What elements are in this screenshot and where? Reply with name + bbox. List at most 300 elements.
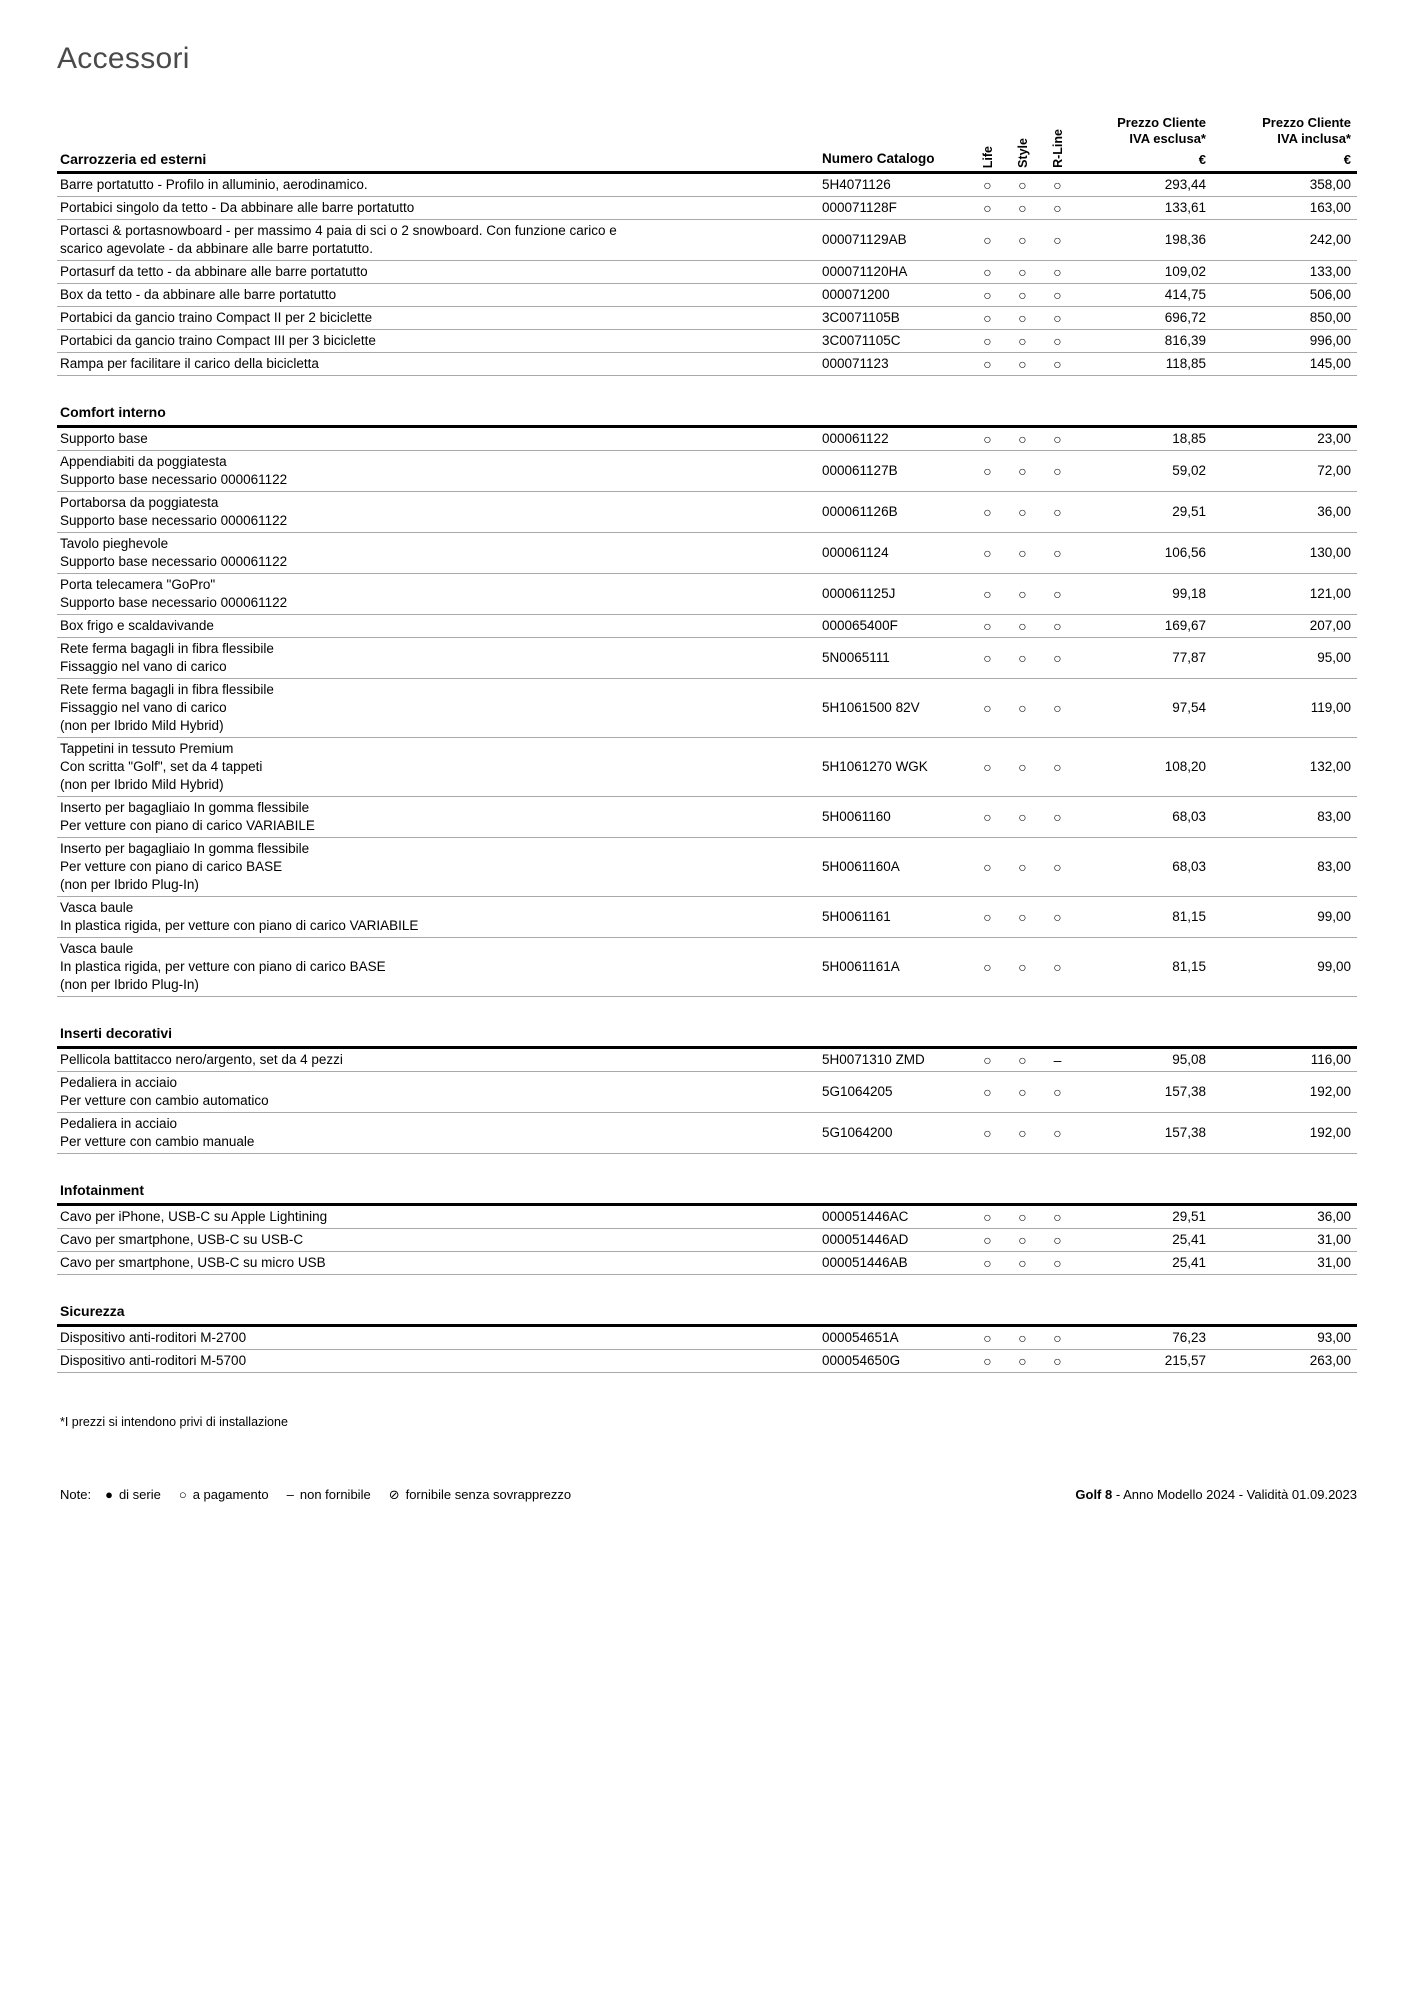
price-incl-vat: 850,00 [1309, 310, 1351, 325]
section-title-row [57, 1300, 1357, 1327]
price-excl-vat: 68,03 [1172, 809, 1206, 824]
description-line: Tavolo pieghevole [60, 536, 169, 551]
price-excl-vat: 81,15 [1172, 959, 1206, 974]
table-row [57, 797, 1357, 838]
availability-mark: ○ [1018, 618, 1027, 634]
item-description [57, 535, 822, 571]
price-incl-vat: 358,00 [1309, 177, 1351, 192]
price-header-line: Prezzo Cliente [1117, 115, 1206, 130]
catalog-number: 000071123 [822, 356, 889, 371]
legend-text: di serie [118, 1487, 161, 1502]
section-title-row [57, 1179, 1357, 1206]
availability-mark: ○ [1053, 1330, 1062, 1346]
item-description [57, 1254, 822, 1272]
catalog-number: 000071200 [822, 287, 890, 302]
description-line: Inserto per bagagliaio In gomma flessibile [60, 800, 310, 815]
price-excl-vat: 109,02 [1164, 264, 1206, 279]
price-excl-vat: 29,51 [1172, 1209, 1206, 1224]
trim-label: R-Line [1050, 129, 1065, 168]
table-section [57, 1300, 1357, 1373]
availability-mark: ○ [1018, 333, 1027, 349]
price-incl-vat: 132,00 [1309, 759, 1351, 774]
price-incl-vat: 192,00 [1309, 1125, 1351, 1140]
availability-mark: ○ [983, 759, 992, 775]
description-line: Rete ferma bagagli in fibra flessibile [60, 682, 274, 697]
availability-mark: ○ [983, 431, 992, 447]
price-excl-vat: 293,44 [1164, 177, 1206, 192]
legend-item [389, 1487, 571, 1502]
availability-mark: ○ [1053, 177, 1062, 193]
price-incl-vat: 83,00 [1317, 809, 1351, 824]
description-line: Portabici singolo da tetto - Da abbinare alle barre portatutto [60, 200, 415, 215]
availability-mark: ○ [1053, 431, 1062, 447]
table-section [57, 1022, 1357, 1154]
price-incl-vat: 996,00 [1309, 333, 1351, 348]
column-header-catalog: Numero Catalogo [822, 151, 935, 166]
availability-mark: ○ [1018, 545, 1027, 561]
catalog-number: 000071129AB [822, 232, 907, 247]
description-line: Supporto base necessario 000061122 [60, 513, 288, 528]
price-excl-vat: 77,87 [1172, 650, 1206, 665]
description-line: Fissaggio nel vano di carico [60, 700, 227, 715]
price-excl-vat: 76,23 [1172, 1330, 1206, 1345]
table-row [57, 533, 1357, 574]
availability-mark: ○ [1053, 959, 1062, 975]
price-incl-vat: 133,00 [1309, 264, 1351, 279]
legend-text: non fornibile [299, 1487, 371, 1502]
catalog-number: 000061122 [822, 431, 889, 446]
availability-mark: ○ [983, 545, 992, 561]
legend-label: Note: [60, 1487, 92, 1502]
availability-mark: ○ [1018, 232, 1027, 248]
description-line: Portabici da gancio traino Compact II per 2 biciclette [60, 310, 373, 325]
availability-mark: ○ [1018, 859, 1027, 875]
description-line: Porta telecamera "GoPro" [60, 577, 216, 592]
section-title: Comfort interno [60, 404, 166, 420]
availability-mark: ○ [1018, 759, 1027, 775]
price-incl-vat: 242,00 [1309, 232, 1351, 247]
item-description [57, 199, 822, 217]
table-row [57, 1327, 1357, 1350]
item-description [57, 494, 822, 530]
description-line: (non per Ibrido Plug-In) [60, 977, 199, 992]
price-incl-vat: 99,00 [1317, 959, 1351, 974]
catalog-number: 000071128F [822, 200, 897, 215]
section-title-row [57, 401, 1357, 428]
accessories-price-table [57, 114, 1357, 1373]
availability-mark: ○ [1053, 200, 1062, 216]
price-incl-vat: 263,00 [1309, 1353, 1351, 1368]
item-description [57, 799, 822, 835]
legend-item [179, 1487, 269, 1502]
column-header-price-excl [1075, 115, 1210, 168]
availability-mark: ○ [983, 909, 992, 925]
availability-mark: ○ [983, 1084, 992, 1100]
availability-mark: ○ [1018, 650, 1027, 666]
availability-mark: ○ [983, 504, 992, 520]
price-excl-vat: 816,39 [1164, 333, 1206, 348]
table-row [57, 938, 1357, 997]
catalog-number: 5H1061500 82V [822, 700, 920, 715]
description-line: Cavo per iPhone, USB-C su Apple Lightining [60, 1209, 328, 1224]
availability-mark: ○ [983, 1052, 992, 1068]
price-excl-vat: 25,41 [1172, 1232, 1206, 1247]
price-incl-vat: 83,00 [1317, 859, 1351, 874]
legend-symbol: – [286, 1487, 294, 1502]
availability-mark: ○ [983, 618, 992, 634]
availability-mark: ○ [1053, 1209, 1062, 1225]
availability-mark: ○ [1018, 1125, 1027, 1141]
price-incl-vat: 31,00 [1317, 1232, 1351, 1247]
price-incl-vat: 121,00 [1309, 586, 1351, 601]
description-line: Box frigo e scaldavivande [60, 618, 214, 633]
catalog-number: 000051446AB [822, 1255, 908, 1270]
price-excl-vat: 696,72 [1164, 310, 1206, 325]
catalog-number: 000061124 [822, 545, 889, 560]
price-excl-vat: 108,20 [1164, 759, 1206, 774]
availability-mark: ○ [983, 1232, 992, 1248]
price-excl-vat: 169,67 [1164, 618, 1206, 633]
description-line: Dispositivo anti-roditori M-2700 [60, 1330, 247, 1345]
price-incl-vat: 207,00 [1309, 618, 1351, 633]
price-incl-vat: 119,00 [1310, 700, 1351, 715]
legend-text: a pagamento [192, 1487, 269, 1502]
price-header-line: € [1198, 152, 1206, 167]
price-incl-vat: 163,00 [1309, 200, 1351, 215]
item-description [57, 899, 822, 935]
table-row [57, 428, 1357, 451]
description-line: Appendiabiti da poggiatesta [60, 454, 227, 469]
price-excl-vat: 18,85 [1172, 431, 1206, 446]
availability-mark: ○ [1053, 809, 1062, 825]
availability-mark: ○ [1053, 586, 1062, 602]
price-excl-vat: 118,85 [1165, 356, 1206, 371]
availability-mark: ○ [983, 200, 992, 216]
item-description [57, 640, 822, 676]
catalog-number: 5G1064200 [822, 1125, 893, 1140]
description-line: Fissaggio nel vano di carico [60, 659, 227, 674]
legend-symbol: ● [105, 1487, 113, 1502]
price-excl-vat: 215,57 [1164, 1353, 1206, 1368]
description-line: Con scritta "Golf", set da 4 tappeti [60, 759, 263, 774]
catalog-number: 5H1061270 WGK [822, 759, 928, 774]
description-line: Portasurf da tetto - da abbinare alle barre portatutto [60, 264, 368, 279]
availability-mark: ○ [983, 650, 992, 666]
table-row [57, 574, 1357, 615]
description-line: Supporto base necessario 000061122 [60, 472, 288, 487]
availability-mark: ○ [1018, 287, 1027, 303]
table-row [57, 197, 1357, 220]
table-row [57, 897, 1357, 938]
table-row [57, 638, 1357, 679]
availability-mark: ○ [1018, 463, 1027, 479]
table-row [57, 1350, 1357, 1373]
price-incl-vat: 36,00 [1317, 1209, 1351, 1224]
trim-label: Style [1015, 138, 1030, 168]
description-line: Rampa per facilitare il carico della bicicletta [60, 356, 319, 371]
price-incl-vat: 130,00 [1309, 545, 1351, 560]
availability-mark: ○ [1018, 177, 1027, 193]
catalog-number: 5H4071126 [822, 177, 891, 192]
price-incl-vat: 116,00 [1310, 1052, 1351, 1067]
availability-mark: ○ [1018, 700, 1027, 716]
description-line: (non per Ibrido Plug-In) [60, 877, 199, 892]
availability-mark: ○ [1053, 545, 1062, 561]
availability-mark: ○ [1018, 959, 1027, 975]
catalog-number: 5H0061161A [822, 959, 900, 974]
table-row [57, 1072, 1357, 1113]
table-row [57, 261, 1357, 284]
availability-mark: ○ [1018, 909, 1027, 925]
legend-item [105, 1487, 161, 1502]
table-row [57, 1206, 1357, 1229]
price-excl-vat: 99,18 [1172, 586, 1206, 601]
item-description [57, 1231, 822, 1249]
availability-mark: ○ [1018, 809, 1027, 825]
availability-mark: ○ [1018, 310, 1027, 326]
section-title: Inserti decorativi [60, 1025, 173, 1041]
description-line: Barre portatutto - Profilo in alluminio, aerodinamico. [60, 177, 368, 192]
item-description [57, 1329, 822, 1347]
description-line: Supporto base necessario 000061122 [60, 554, 288, 569]
description-line: Vasca baule [60, 941, 134, 956]
column-header-trim [1040, 129, 1075, 168]
catalog-number: 5G1064205 [822, 1084, 893, 1099]
model-name: Golf 8 [1075, 1487, 1113, 1502]
price-incl-vat: 31,00 [1317, 1255, 1351, 1270]
table-row [57, 492, 1357, 533]
price-header-line: € [1343, 152, 1351, 167]
price-excl-vat: 106,56 [1164, 545, 1206, 560]
table-section [57, 114, 1357, 376]
catalog-number: 000054651A [822, 1330, 899, 1345]
document-info [1075, 1487, 1357, 1502]
availability-mark: ○ [1053, 909, 1062, 925]
item-description [57, 263, 822, 281]
price-incl-vat: 145,00 [1309, 356, 1351, 371]
item-description [57, 840, 822, 894]
availability-mark: ○ [1018, 356, 1027, 372]
price-incl-vat: 506,00 [1309, 287, 1351, 302]
price-excl-vat: 133,61 [1164, 200, 1206, 215]
item-description [57, 355, 822, 373]
description-line: Portasci & portasnowboard - per massimo 4 paia di sci o 2 snowboard. Con funzione carico e [60, 223, 617, 238]
legend-text: fornibile senza sovrapprezzo [405, 1487, 572, 1502]
description-line: scarico agevolate - da abbinare alle barre portatutto. [60, 241, 373, 256]
item-description [57, 453, 822, 489]
table-row [57, 615, 1357, 638]
availability-mark: ○ [1018, 1209, 1027, 1225]
availability-mark: ○ [1053, 1232, 1062, 1248]
availability-mark: ○ [1053, 333, 1062, 349]
price-excl-vat: 157,38 [1164, 1084, 1206, 1099]
price-excl-vat: 59,02 [1172, 463, 1206, 478]
catalog-number: 5N0065111 [822, 650, 890, 665]
catalog-number: 000061125J [822, 586, 896, 601]
legend-item [287, 1487, 371, 1502]
catalog-number: 3C0071105C [822, 333, 901, 348]
description-line: Inserto per bagagliaio In gomma flessibile [60, 841, 310, 856]
availability-mark: ○ [983, 356, 992, 372]
availability-mark: ○ [1018, 1052, 1027, 1068]
price-incl-vat: 192,00 [1309, 1084, 1351, 1099]
availability-mark: ○ [1053, 1125, 1062, 1141]
column-header-trim [1005, 138, 1040, 168]
description-line: Per vetture con cambio automatico [60, 1093, 269, 1108]
availability-mark: ○ [1018, 1353, 1027, 1369]
availability-mark: ○ [1018, 1330, 1027, 1346]
item-description [57, 332, 822, 350]
item-description [57, 1115, 822, 1151]
availability-mark: ○ [1018, 1232, 1027, 1248]
description-line: In plastica rigida, per vetture con piano di carico VARIABILE [60, 918, 419, 933]
item-description [57, 1208, 822, 1226]
table-section [57, 401, 1357, 997]
page-content [57, 0, 1357, 1503]
table-row [57, 1049, 1357, 1072]
item-description [57, 1051, 822, 1069]
price-incl-vat: 95,00 [1317, 650, 1351, 665]
section-title: Infotainment [60, 1182, 144, 1198]
column-header-price-incl [1210, 115, 1357, 168]
table-row [57, 220, 1357, 261]
description-line: Supporto base [60, 431, 148, 446]
table-row [57, 330, 1357, 353]
table-row [57, 174, 1357, 197]
section-title: Sicurezza [60, 1303, 125, 1319]
availability-mark: ○ [983, 287, 992, 303]
price-excl-vat: 414,75 [1164, 287, 1206, 302]
description-line: Supporto base necessario 000061122 [60, 595, 288, 610]
table-row [57, 284, 1357, 307]
availability-mark: ○ [1053, 232, 1062, 248]
availability-mark: ○ [983, 264, 992, 280]
table-row [57, 738, 1357, 797]
price-excl-vat: 95,08 [1172, 1052, 1206, 1067]
price-incl-vat: 99,00 [1317, 909, 1351, 924]
availability-mark: ○ [1053, 1353, 1062, 1369]
availability-mark: ○ [1018, 504, 1027, 520]
availability-mark: ○ [1053, 859, 1062, 875]
availability-mark: ○ [983, 177, 992, 193]
description-line: Pellicola battitacco nero/argento, set da 4 pezzi [60, 1052, 343, 1067]
price-excl-vat: 97,54 [1172, 700, 1206, 715]
catalog-number: 5H0061160A [822, 859, 900, 874]
description-line: Pedaliera in acciaio [60, 1116, 178, 1131]
catalog-number: 000061127B [822, 463, 898, 478]
availability-mark: ○ [983, 310, 992, 326]
price-incl-vat: 36,00 [1317, 504, 1351, 519]
item-description [57, 1352, 822, 1370]
availability-mark: ○ [1053, 310, 1062, 326]
price-excl-vat: 157,38 [1164, 1125, 1206, 1140]
item-description [57, 576, 822, 612]
table-row [57, 1252, 1357, 1275]
section-title-row [57, 1022, 1357, 1049]
model-year-validity: - Anno Modello 2024 - Validità 01.09.2023 [1112, 1487, 1357, 1502]
availability-mark: ○ [1053, 1084, 1062, 1100]
availability-mark: ○ [983, 859, 992, 875]
description-line: (non per Ibrido Mild Hybrid) [60, 777, 224, 792]
availability-mark: – [1053, 1052, 1062, 1068]
table-row [57, 353, 1357, 376]
page-footer [57, 1487, 1357, 1503]
availability-mark: ○ [1018, 200, 1027, 216]
price-excl-vat: 29,51 [1172, 504, 1206, 519]
availability-mark: ○ [983, 809, 992, 825]
availability-mark: ○ [1053, 650, 1062, 666]
item-description [57, 740, 822, 794]
item-description [57, 681, 822, 735]
availability-mark: ○ [1018, 431, 1027, 447]
table-section [57, 1179, 1357, 1275]
column-header-trim [970, 146, 1005, 168]
catalog-number: 3C0071105B [822, 310, 900, 325]
table-row [57, 1229, 1357, 1252]
section-title: Carrozzeria ed esterni [60, 151, 207, 167]
item-description [57, 430, 822, 448]
legend-symbol: ○ [178, 1487, 187, 1502]
table-row [57, 679, 1357, 738]
availability-mark: ○ [983, 1330, 992, 1346]
availability-mark: ○ [983, 463, 992, 479]
catalog-number: 5H0071310 ZMD [822, 1052, 925, 1067]
description-line: In plastica rigida, per vetture con piano di carico BASE [60, 959, 386, 974]
availability-mark: ○ [1053, 264, 1062, 280]
availability-mark: ○ [1053, 287, 1062, 303]
price-header-line: IVA esclusa* [1129, 131, 1206, 146]
table-row [57, 838, 1357, 897]
catalog-number: 000065400F [822, 618, 898, 633]
description-line: Vasca baule [60, 900, 134, 915]
price-excl-vat: 198,36 [1164, 232, 1206, 247]
item-description [57, 176, 822, 194]
catalog-number: 000051446AC [822, 1209, 909, 1224]
table-row [57, 307, 1357, 330]
catalog-number: 000054650G [822, 1353, 901, 1368]
trim-label: Life [980, 145, 995, 168]
item-description [57, 222, 822, 258]
description-line: Per vetture con piano di carico BASE [60, 859, 283, 874]
description-line: Portaborsa da poggiatesta [60, 495, 219, 510]
price-header-line: IVA inclusa* [1277, 131, 1351, 146]
page-title: Accessori [57, 42, 190, 75]
availability-mark: ○ [983, 586, 992, 602]
price-incl-vat: 93,00 [1317, 1330, 1351, 1345]
availability-mark: ○ [983, 1353, 992, 1369]
table-header-row [57, 114, 1357, 174]
legend-items [105, 1487, 589, 1503]
description-line: Per vetture con cambio manuale [60, 1134, 255, 1149]
availability-mark: ○ [1053, 356, 1062, 372]
catalog-number: 000051446AD [822, 1232, 909, 1247]
catalog-number: 000061126B [822, 504, 898, 519]
catalog-number: 5H0061160 [822, 809, 891, 824]
description-line: Cavo per smartphone, USB-C su USB-C [60, 1232, 304, 1247]
installation-footnote: *I prezzi si intendono privi di installazione [60, 1415, 288, 1429]
price-header-line: Prezzo Cliente [1262, 115, 1351, 130]
description-line: Pedaliera in acciaio [60, 1075, 178, 1090]
availability-mark: ○ [983, 959, 992, 975]
price-excl-vat: 25,41 [1172, 1255, 1206, 1270]
item-description [57, 617, 822, 635]
description-line: Per vetture con piano di carico VARIABILE [60, 818, 315, 833]
availability-mark: ○ [1053, 700, 1062, 716]
price-excl-vat: 68,03 [1172, 859, 1206, 874]
item-description [57, 309, 822, 327]
availability-mark: ○ [1053, 463, 1062, 479]
price-excl-vat: 81,15 [1172, 909, 1206, 924]
